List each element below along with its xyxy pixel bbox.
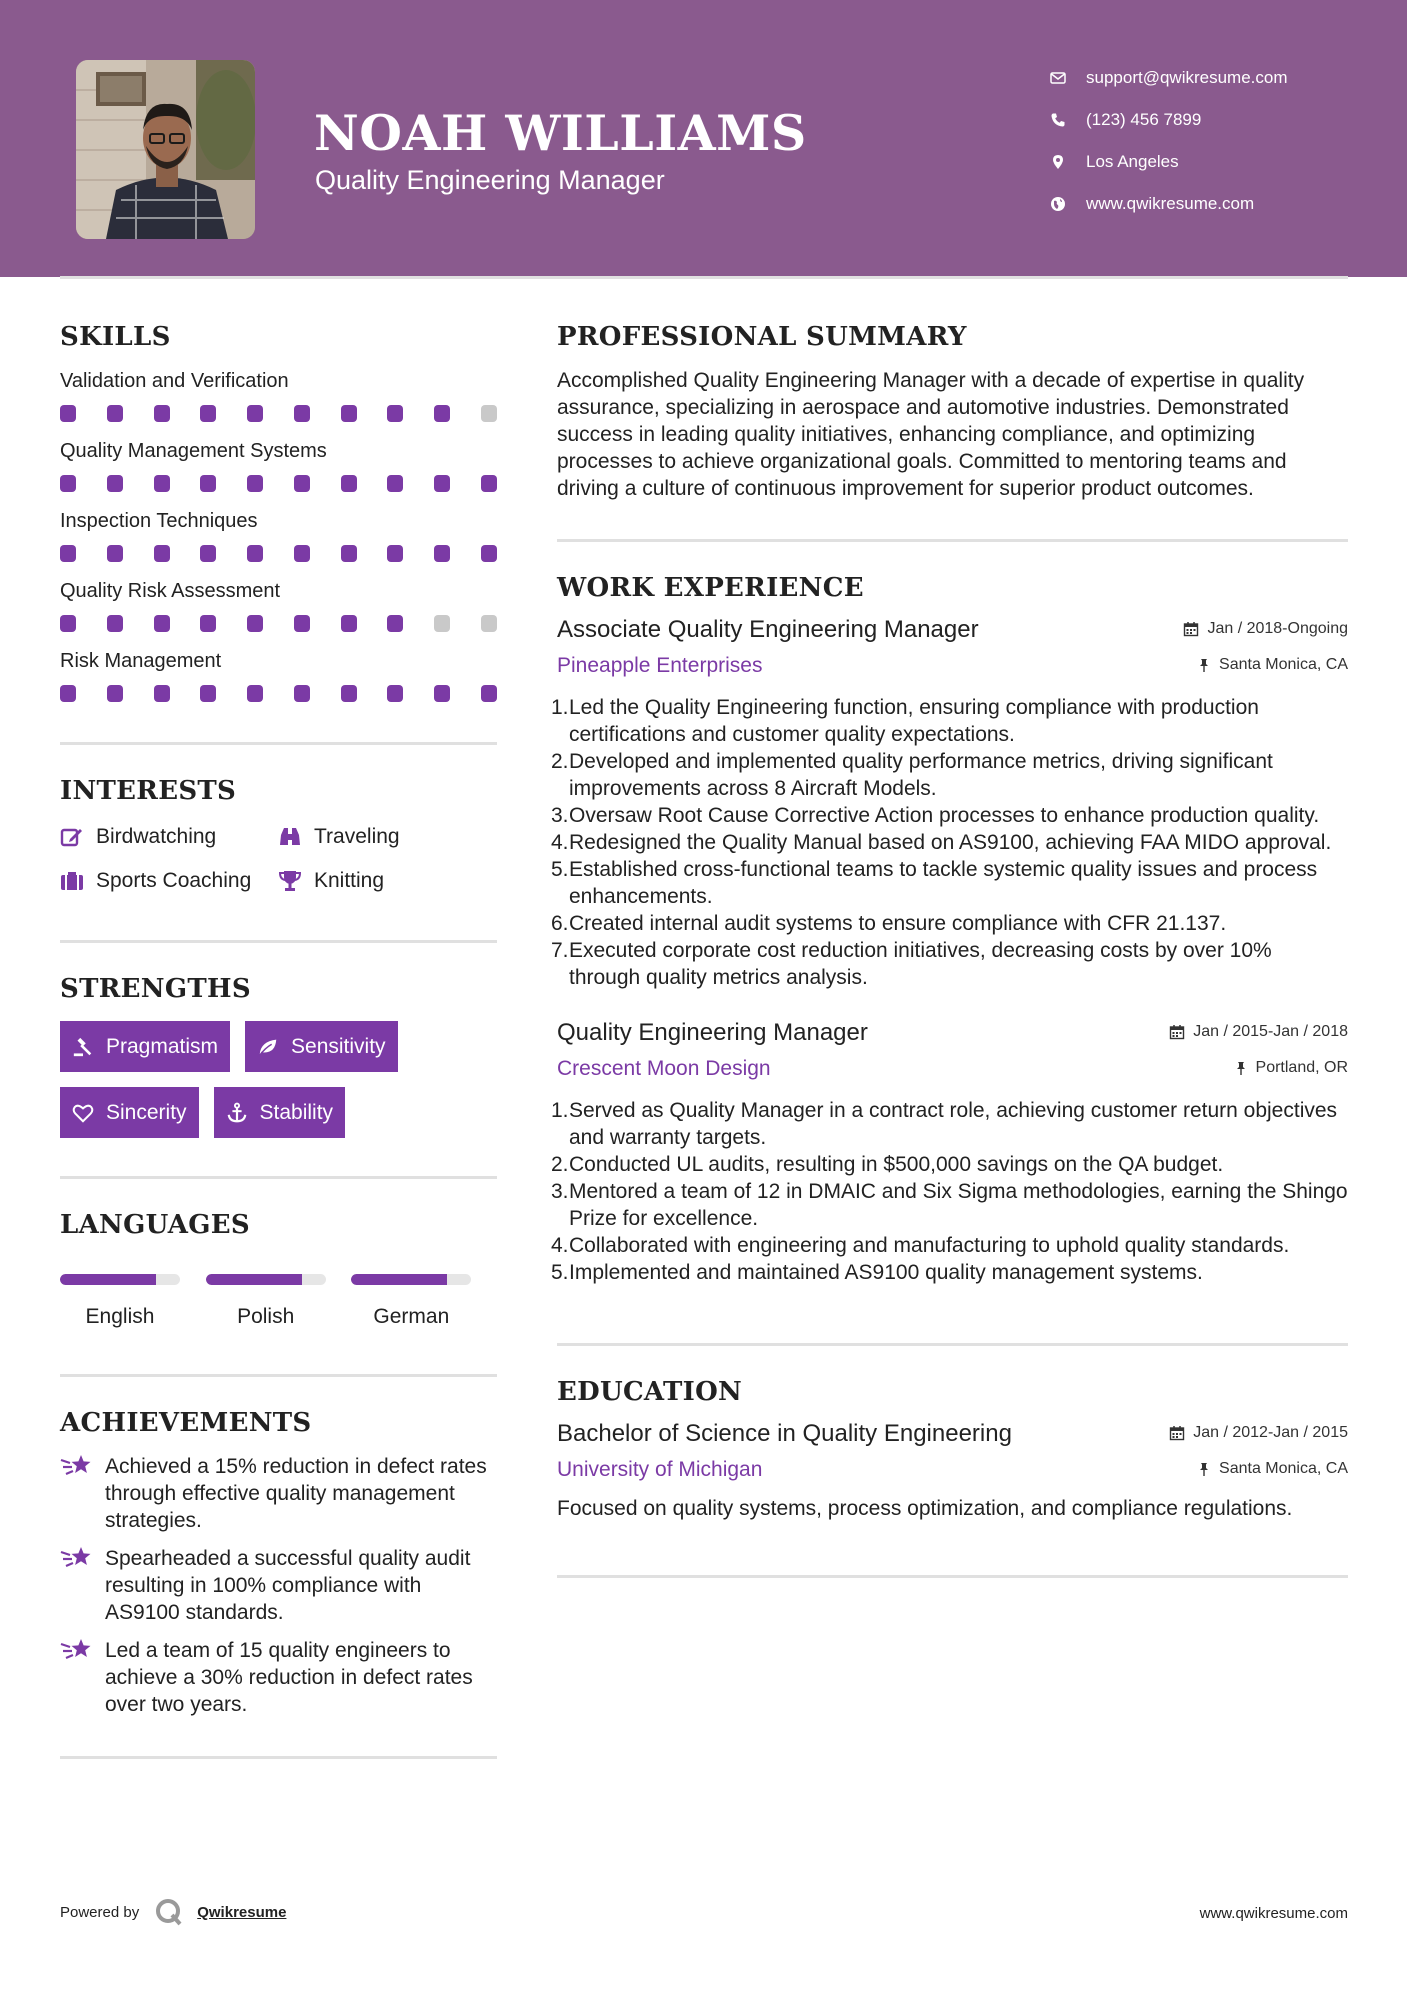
language-item	[206, 1274, 352, 1329]
contact-website[interactable]	[1050, 183, 1288, 225]
shooting-star-icon	[60, 1635, 94, 1665]
list-item: 6. Created internal audit systems to ensure compliance with CFR 21.137.	[551, 912, 1227, 935]
achievement-item	[60, 1637, 497, 1718]
job-location	[1234, 1059, 1348, 1077]
job-entry	[551, 616, 1348, 991]
skill-dot-filled	[481, 685, 497, 702]
footer-website[interactable]: www.qwikresume.com	[1199, 1905, 1348, 1922]
skill-dot-filled	[107, 545, 123, 562]
shooting-star-icon	[60, 1451, 94, 1481]
skill-dot-filled	[107, 615, 123, 632]
skill-dot-filled	[200, 685, 216, 702]
skill-dot-filled	[154, 615, 170, 632]
skill-name: Validation and Verification	[60, 370, 289, 392]
interests-heading: INTERESTS	[60, 776, 237, 806]
job-date	[1169, 1023, 1348, 1041]
job-title: Quality Engineering Manager	[557, 1019, 868, 1046]
education-description: Focused on quality systems, process optimization, and compliance regulations.	[557, 1497, 1293, 1520]
heart-icon	[72, 1102, 94, 1124]
contact-phone-text: (123) 456 7899	[1086, 110, 1202, 129]
achievements-list	[60, 1453, 497, 1718]
language-level-bar	[60, 1274, 180, 1285]
skills-heading: SKILLS	[60, 322, 171, 352]
skill-item	[60, 369, 497, 422]
strength-tag	[60, 1087, 199, 1138]
pushpin-icon	[1234, 1061, 1248, 1075]
skill-dot-filled	[481, 545, 497, 562]
list-item: 2. Developed and implemented quality performance metrics, driving significant improvements across 8 Aircraft Models.	[551, 750, 1273, 800]
language-level-fill	[206, 1274, 302, 1285]
interest-label: Birdwatching	[96, 825, 217, 848]
degree-title: Bachelor of Science in Quality Engineering	[557, 1420, 1012, 1447]
skill-dot-filled	[434, 405, 450, 422]
skill-rating	[60, 545, 497, 562]
strength-label: Stability	[259, 1100, 334, 1124]
skill-dot-empty	[434, 615, 450, 632]
skill-dot-filled	[434, 475, 450, 492]
skill-dot-filled	[247, 475, 263, 492]
list-item: 7. Executed corporate cost reduction initiatives, decreasing costs by over 10% through quality metrics analysis.	[551, 939, 1272, 989]
skill-rating	[60, 615, 497, 632]
skill-dot-filled	[200, 615, 216, 632]
education-location-text: Santa Monica, CA	[1219, 1460, 1348, 1477]
skill-dot-filled	[341, 615, 357, 632]
pushpin-icon	[1197, 1462, 1211, 1476]
skill-dot-filled	[341, 405, 357, 422]
skill-dot-filled	[107, 685, 123, 702]
skill-dot-filled	[154, 685, 170, 702]
contact-phone[interactable]	[1050, 99, 1288, 141]
skill-dot-filled	[200, 545, 216, 562]
skill-dot-filled	[107, 405, 123, 422]
phone-icon	[1050, 112, 1086, 128]
strength-tag	[60, 1021, 230, 1072]
section-divider	[60, 1756, 497, 1759]
interest-item	[60, 825, 278, 849]
contact-location	[1050, 141, 1288, 183]
header-divider	[60, 276, 1348, 279]
section-divider	[60, 742, 497, 745]
skill-dot-filled	[387, 685, 403, 702]
skill-item	[60, 649, 497, 702]
section-divider	[60, 940, 497, 943]
skill-item	[60, 509, 497, 562]
skill-item	[60, 579, 497, 632]
experience-heading: WORK EXPERIENCE	[557, 573, 864, 603]
skill-dot-filled	[60, 475, 76, 492]
language-level-fill	[351, 1274, 447, 1285]
skill-dot-filled	[341, 685, 357, 702]
company-name: Pineapple Enterprises	[557, 654, 763, 677]
summary-heading: PROFESSIONAL SUMMARY	[557, 322, 967, 352]
strengths-list	[60, 1021, 497, 1153]
section-divider	[60, 1374, 497, 1377]
strength-tag	[245, 1021, 398, 1072]
education-entry	[557, 1420, 1348, 1522]
skill-name: Quality Risk Assessment	[60, 580, 281, 602]
list-item: 2. Conducted UL audits, resulting in $500,000 savings on the QA budget.	[551, 1153, 1224, 1176]
section-divider	[557, 1343, 1348, 1346]
list-item: 3. Oversaw Root Cause Corrective Action processes to enhance production quality.	[551, 804, 1320, 827]
anchor-icon	[226, 1102, 248, 1124]
envelope-icon	[1050, 70, 1086, 86]
skill-dot-filled	[341, 545, 357, 562]
skill-dot-filled	[200, 405, 216, 422]
skill-dot-filled	[341, 475, 357, 492]
list-item: 4. Collaborated with engineering and manufacturing to uphold quality standards.	[551, 1234, 1290, 1257]
language-name: Polish	[237, 1305, 295, 1328]
left-column	[60, 322, 497, 1759]
skill-dot-filled	[60, 545, 76, 562]
interest-label: Knitting	[314, 869, 385, 892]
education-location	[1197, 1460, 1348, 1478]
skill-dot-filled	[294, 405, 310, 422]
skill-dot-empty	[481, 405, 497, 422]
skill-dot-filled	[60, 685, 76, 702]
summary-text: Accomplished Quality Engineering Manager with a decade of expertise in quality assurance, specializing in aerospace and automotive industries. Demonstrated success in leading quality initiatives, enhancing compliance, and optimizing processes to achieve organizational goals. Committed to mentoring teams and driving a culture of continuous improvement for superior product outcomes.	[557, 369, 1305, 500]
skill-name: Quality Management Systems	[60, 440, 327, 462]
pushpin-icon	[1197, 658, 1211, 672]
language-name: English	[85, 1305, 155, 1328]
skill-rating	[60, 405, 497, 422]
achievement-text: Led a team of 15 quality engineers to achieve a 30% reduction in defect rates over two years.	[105, 1639, 473, 1716]
profile-photo	[76, 60, 255, 239]
contact-list	[1050, 57, 1288, 225]
globe-icon	[1050, 196, 1086, 212]
achievement-item	[60, 1545, 497, 1626]
skill-dot-filled	[387, 475, 403, 492]
right-column	[551, 322, 1348, 1578]
list-item: 1. Served as Quality Manager in a contract role, achieving customer return objectives and warranty targets.	[551, 1099, 1338, 1149]
school-name: University of Michigan	[557, 1458, 763, 1481]
job-date	[1183, 620, 1348, 638]
suitcase-icon	[60, 869, 84, 893]
language-item	[351, 1274, 497, 1329]
skill-dot-filled	[294, 545, 310, 562]
skill-dot-filled	[294, 685, 310, 702]
skill-dot-filled	[387, 615, 403, 632]
skill-item	[60, 439, 497, 492]
candidate-role: Quality Engineering Manager	[315, 165, 665, 195]
section-divider	[557, 1575, 1348, 1578]
job-title: Associate Quality Engineering Manager	[557, 616, 979, 643]
skill-dot-filled	[154, 405, 170, 422]
contact-location-text: Los Angeles	[1086, 152, 1179, 171]
gavel-icon	[72, 1036, 94, 1058]
contact-email[interactable]	[1050, 57, 1288, 99]
achievement-text: Achieved a 15% reduction in defect rates through effective quality management strategies.	[105, 1455, 487, 1532]
trophy-icon	[278, 869, 302, 893]
interest-label: Sports Coaching	[96, 869, 252, 892]
skill-dot-filled	[247, 615, 263, 632]
skill-dot-filled	[481, 475, 497, 492]
calendar-icon	[1169, 1425, 1185, 1441]
achievement-text: Spearheaded a successful quality audit resulting in 100% compliance with AS9100 standards.	[105, 1547, 471, 1624]
interest-item	[278, 869, 498, 893]
skill-dot-filled	[294, 475, 310, 492]
map-marker-icon	[1050, 154, 1086, 170]
interest-label: Traveling	[314, 825, 400, 848]
shooting-star-icon	[60, 1543, 94, 1573]
language-name: German	[373, 1305, 450, 1328]
job-location-text: Santa Monica, CA	[1219, 656, 1348, 673]
interest-item	[278, 825, 498, 849]
language-item	[60, 1274, 206, 1329]
strength-label: Sensitivity	[291, 1034, 386, 1058]
brand-link[interactable]: Qwikresume	[197, 1903, 287, 1921]
list-item: 1. Led the Quality Engineering function, ensuring compliance with production certifications and customer quality expectations.	[551, 696, 1259, 746]
skill-name: Inspection Techniques	[60, 510, 258, 532]
footer-powered-by	[60, 1898, 286, 1926]
skill-dot-empty	[481, 615, 497, 632]
list-item: 4. Redesigned the Quality Manual based on AS9100, achieving FAA MIDO approval.	[551, 831, 1332, 854]
languages-list	[60, 1274, 497, 1329]
language-level-bar	[351, 1274, 471, 1285]
company-name: Crescent Moon Design	[557, 1057, 771, 1080]
job-location-text: Portland, OR	[1255, 1059, 1348, 1076]
job-location	[1197, 656, 1348, 674]
resume-header	[0, 0, 1407, 277]
skill-dot-filled	[247, 405, 263, 422]
leaf-icon	[257, 1036, 279, 1058]
edit-icon	[60, 825, 84, 849]
strength-tag	[214, 1087, 346, 1138]
skill-rating	[60, 475, 497, 492]
strength-label: Sincerity	[106, 1100, 187, 1124]
interest-item	[60, 869, 278, 893]
skill-dot-filled	[247, 545, 263, 562]
skill-dot-filled	[387, 545, 403, 562]
skill-dot-filled	[247, 685, 263, 702]
languages-heading: LANGUAGES	[60, 1210, 250, 1240]
interests-list	[60, 825, 497, 893]
list-item: 5. Implemented and maintained AS9100 quality management systems.	[551, 1261, 1203, 1284]
language-level-fill	[60, 1274, 156, 1285]
list-item: 3. Mentored a team of 12 in DMAIC and Six Sigma methodologies, earning the Shingo Prize for excellence.	[551, 1180, 1348, 1230]
job-date-text: Jan / 2018-Ongoing	[1207, 620, 1348, 637]
list-item: 5. Established cross-functional teams to tackle systemic quality issues and process enhancements.	[551, 858, 1318, 908]
language-level-bar	[206, 1274, 326, 1285]
job-date-text: Jan / 2015-Jan / 2018	[1193, 1023, 1348, 1040]
skill-dot-filled	[294, 615, 310, 632]
candidate-name: NOAH WILLIAMS	[314, 104, 807, 162]
skill-dot-filled	[60, 615, 76, 632]
skill-rating	[60, 685, 497, 702]
skill-dot-filled	[154, 475, 170, 492]
skill-dot-filled	[434, 685, 450, 702]
skill-dot-filled	[434, 545, 450, 562]
calendar-icon	[1169, 1024, 1185, 1040]
strength-label: Pragmatism	[106, 1034, 219, 1058]
achievements-heading: ACHIEVEMENTS	[60, 1408, 312, 1438]
skill-dot-filled	[154, 545, 170, 562]
job-responsibilities	[551, 1097, 1348, 1286]
skill-dot-filled	[107, 475, 123, 492]
education-heading: EDUCATION	[557, 1377, 743, 1407]
qwikresume-logo-icon	[155, 1898, 183, 1926]
job-responsibilities	[551, 694, 1348, 991]
education-date	[1169, 1424, 1348, 1442]
skills-list	[60, 369, 497, 702]
achievement-item	[60, 1453, 497, 1534]
calendar-icon	[1183, 621, 1199, 637]
powered-by-text: Powered by	[60, 1903, 140, 1921]
job-entry	[551, 1019, 1348, 1286]
contact-website-text: www.qwikresume.com	[1086, 194, 1255, 213]
strengths-heading: STRENGTHS	[60, 974, 251, 1004]
education-date-text: Jan / 2012-Jan / 2015	[1193, 1424, 1348, 1441]
section-divider	[60, 1176, 497, 1179]
section-divider	[557, 539, 1348, 542]
binoculars-icon	[278, 825, 302, 849]
skill-dot-filled	[60, 405, 76, 422]
skill-dot-filled	[200, 475, 216, 492]
contact-email-text: support@qwikresume.com	[1086, 68, 1288, 87]
skill-dot-filled	[387, 405, 403, 422]
skill-name: Risk Management	[60, 650, 222, 672]
